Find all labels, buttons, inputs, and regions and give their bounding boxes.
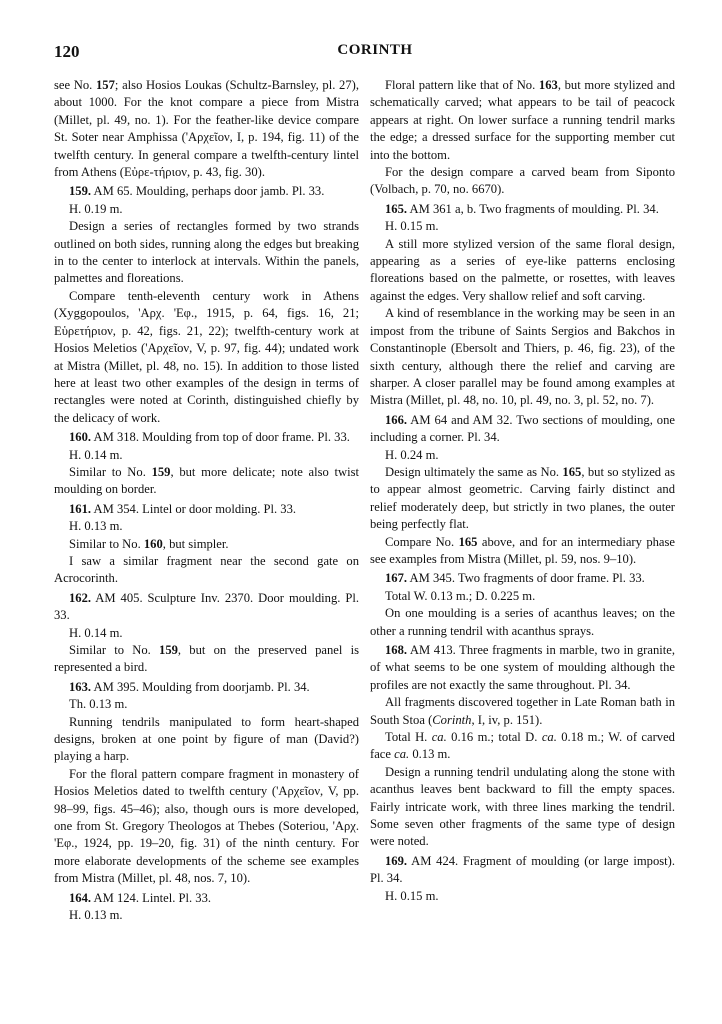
paragraph: Similar to No. 160, but simpler. — [69, 536, 229, 551]
dimension: H. 0.14 m. — [69, 625, 123, 640]
entry-number: 168. — [385, 643, 408, 657]
dimension: H. 0.15 m. — [385, 219, 439, 234]
paragraph: A kind of resemblance in the working may be seen in an impost from the tribune of Saints Sergios and Bakchos in Constantinople (Ebersolt and Thiers, p. 46, fig. 23), of the sixth century, although there the relief and carving are sharper. A closer parallel may be found among examples at Mistra (Millet, pl. 48, no. 10, pl. 49, no. 3, pl. 52, no. 7). — [370, 306, 675, 408]
dimension: H. 0.24 m. — [385, 447, 439, 462]
catalog-entry-166: 166. AM 64 and AM 32. Two sections of moulding, one including a corner. Pl. 34. — [370, 412, 675, 445]
paragraph: Running tendrils manipulated to form heart-shaped designs, broken at one point by figure of man (David?) playing a harp. — [54, 714, 359, 764]
paragraph: Similar to No. 159, but on the preserved panel is represented a bird. — [54, 643, 359, 675]
left-column — [54, 77, 359, 925]
dimension: H. 0.19 m. — [69, 201, 123, 216]
catalog-entry-160: 160. AM 318. Moulding from top of door frame. Pl. 33. — [69, 430, 350, 445]
entry-number: 167. — [385, 571, 408, 586]
entry-number: 161. — [69, 501, 92, 516]
dimension: Th. 0.13 m. — [69, 697, 128, 712]
paragraph: For the design compare a carved beam from Siponto (Volbach, p. 70, no. 6670). — [370, 165, 675, 197]
entry-number: 159. — [69, 184, 92, 199]
page-header — [54, 42, 696, 64]
catalog-entry-165: 165. AM 361 a, b. Two fragments of moulding. Pl. 34. — [385, 201, 659, 216]
page-number: 120 — [54, 42, 80, 61]
catalog-entry-167: 167. AM 345. Two fragments of door frame. Pl. 33. — [385, 571, 645, 586]
dimension: Total W. 0.13 m.; D. 0.225 m. — [385, 588, 536, 603]
paragraph: Design a series of rectangles formed by two strands outlined on both sides, running along the edges but breaking in to the center to interlock at intervals. Within the panels, palmettes and floreations. — [54, 219, 359, 286]
paragraph: Similar to No. 159, but more delicate; note also twist moulding on border. — [54, 464, 359, 497]
paragraph: Floral pattern like that of No. 163, but more stylized and schematically carved; what appears to be tail of peacock appears at right. On lower surface a running tendril marks the edge; a dressed surface for the supporting member cut into the bottom. — [370, 78, 675, 162]
catalog-entry-162: 162. AM 405. Sculpture Inv. 2370. Door moulding. Pl. 33. — [54, 590, 359, 623]
catalog-entry-169: 169. AM 424. Fragment of moulding (or large impost). Pl. 34. — [370, 853, 675, 886]
catalog-entry-168: 168. AM 413. Three fragments in marble, two in granite, of what seems to be one system of moulding although the profiles are not exactly the same throughout. Pl. 34. — [370, 643, 675, 692]
entry-number: 164. — [69, 890, 92, 905]
entry-number: 169. — [385, 853, 408, 868]
dimension: H. 0.13 m. — [69, 519, 123, 534]
paragraph: Design ultimately the same as No. 165, but so stylized as to appear almost geometric. Carving fairly distinct and relief moderately deep, but strictly in two planes, the outer being perfectly flat. — [370, 464, 675, 532]
catalog-entry-163: 163. AM 395. Moulding from doorjamb. Pl. 34. — [69, 679, 310, 694]
dimension: H. 0.13 m. — [69, 908, 123, 923]
dimension: H. 0.14 m. — [69, 447, 123, 462]
paragraph: Compare No. 165 above, and for an intermediary phase see examples from Mistra (Millet, pl. 59, nos. 9–10). — [370, 534, 675, 566]
entry-number: 165. — [385, 201, 408, 216]
paragraph: For the floral pattern compare fragment in monastery of Hosios Meletios dated to twelfth century ('Αρχεῖον, V, pp. 98–99, figs. 45–46); also, though ours is more developed, one from St. Gregory Theologos at Thebes (Soteriou, 'Αρχ. 'Εφ., 1924, pp. 19–20, fig. 31) of the ninth century. For more elaborate developments of the scheme see examples from Mistra (Millet, pl. 48, nos. 7, 10). — [54, 766, 359, 886]
paragraph: On one moulding is a series of acanthus leaves; on the other a running tendril with acanthus sprays. — [370, 606, 675, 638]
paragraph: All fragments discovered together in Late Roman bath in South Stoa (Corinth, I, iv, p. 151). — [370, 695, 675, 727]
entry-number: 163. — [69, 679, 92, 694]
entry-number: 160. — [69, 430, 92, 445]
paragraph: Compare tenth-eleventh century work in Athens (Xyggopoulos, 'Αρχ. 'Εφ., 1915, p. 64, figs. 16, 21; Εὑρετήριον, p. 42, figs. 21, 22); twelfth-century work at Hosios Meletios ('Αρχεῖον, V, p. 97, fig. 44); undated work at Mistra (Millet, pl. 48, no. 15). In addition to those listed here at least two other examples of the design in terms of rectangles were noted at Corinth, distinguished chiefly by the delicacy of work. — [54, 288, 359, 425]
paragraph: A still more stylized version of the same floral design, appearing as a series of eye-like patterns enclosing floreations based on the palmette, or rosettes, with leaves against the edges. Very shallow relief and soft carving. — [370, 236, 675, 303]
dimension: Total H. ca. 0.16 m.; total D. ca. 0.18 m.; W. of carved face ca. 0.13 m. — [370, 730, 675, 762]
catalog-entry-159: 159. AM 65. Moulding, perhaps door jamb. Pl. 33. — [69, 184, 325, 199]
running-title: CORINTH — [337, 42, 413, 58]
dimension: H. 0.15 m. — [385, 888, 439, 903]
right-column — [370, 77, 675, 905]
paragraph: I saw a similar fragment near the second gate on Acrocorinth. — [54, 553, 359, 586]
paragraph: Design a running tendril undulating along the stone with acanthus leaves bent backward to fill the empty spaces. Fairly intricate work, with three lines marking the tendril. Some seven other fragments of the same type of design were noted. — [370, 764, 675, 849]
paragraph: see No. 157; also Hosios Loukas (Schultz-Barnsley, pl. 27), about 1000. For the knot compare a piece from Mistra (Millet, pl. 49, no. 1). For the feather-like device compare St. Soter near Amphissa ('Αρχεῖον, I, p. 194, fig. 11) of the twelfth century. In general compare a twelfth-century lintel from Athens (Εὐρε-τήριον, p. 43, fig. 30). — [54, 78, 359, 180]
entry-number: 162. — [69, 590, 92, 605]
catalog-entry-161: 161. AM 354. Lintel or door molding. Pl. 33. — [69, 501, 297, 516]
catalog-entry-164: 164. AM 124. Lintel. Pl. 33. — [69, 890, 212, 905]
entry-number: 166. — [385, 412, 408, 427]
